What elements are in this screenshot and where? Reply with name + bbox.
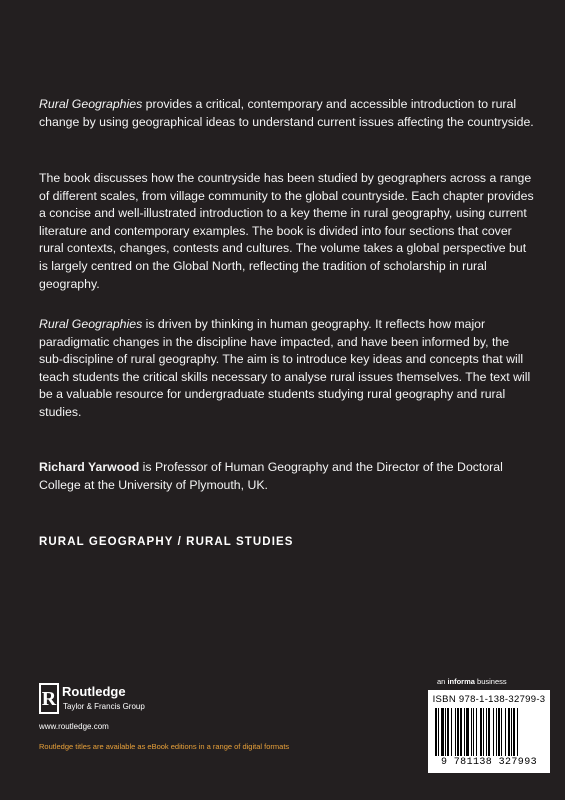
barcode-bar <box>513 708 515 756</box>
routledge-logo-icon <box>39 683 59 714</box>
publisher-name: Routledge <box>62 684 126 699</box>
ebook-note: Routledge titles are available as eBook editions in a range of digital formats <box>39 742 290 751</box>
barcode-bar <box>455 708 456 756</box>
book-title-italic: Rural Geographies <box>39 317 143 331</box>
informa-prefix: an <box>437 677 448 686</box>
barcode-bar <box>445 708 446 756</box>
barcode-icon <box>435 708 543 756</box>
author-bio-text: is Professor of Human Geography and the Director of the Doctoral College at the University of Plymouth, UK. <box>39 460 503 492</box>
author-name: Richard Yarwood <box>39 460 140 474</box>
informa-word: informa <box>447 677 475 686</box>
barcode-bar <box>508 708 510 756</box>
publisher-url[interactable]: www.routledge.com <box>39 722 109 731</box>
barcode-bar <box>483 708 484 756</box>
barcode-bar <box>438 708 439 756</box>
barcode-bar <box>486 708 487 756</box>
isbn-label: ISBN 978-1-138-32799-3 <box>432 694 546 705</box>
barcode-box <box>428 690 550 773</box>
barcode-bar <box>496 708 497 756</box>
informa-suffix: business <box>474 677 507 686</box>
paragraph-text: provides a critical, contemporary and accessible introduction to rural change by using geographical ideas to understand current issues affecting the countryside. <box>39 97 534 129</box>
barcode-bar <box>498 708 500 756</box>
barcode-bar <box>457 708 459 756</box>
barcode-bar <box>435 708 437 756</box>
author-bio <box>39 459 534 494</box>
barcode-bar <box>460 708 462 756</box>
barcode-bar <box>464 708 465 756</box>
barcode-bar <box>441 708 444 756</box>
barcode-bar <box>493 708 494 756</box>
barcode-bar <box>517 708 518 756</box>
ean-number: 9 781138 327993 <box>440 757 537 768</box>
barcode-bar <box>473 708 474 756</box>
barcode-bar <box>476 708 477 756</box>
book-title-italic: Rural Geographies <box>39 97 143 111</box>
svg-text:R: R <box>41 688 57 710</box>
barcode-bar <box>466 708 469 756</box>
barcode-bar <box>451 708 452 756</box>
subject-category: RURAL GEOGRAPHY / RURAL STUDIES <box>39 536 294 548</box>
publisher-group: Taylor & Francis Group <box>63 702 145 711</box>
barcode-bar <box>480 708 482 756</box>
description-paragraph-3 <box>39 316 534 422</box>
barcode-bar <box>471 708 472 756</box>
description-paragraph-2: The book discusses how the countryside has been studied by geographers across a range of different scales, from village community to the global countryside. Each chapter provides a concise and well-illustrated introduction to a key theme in rural geography, using current literature and contemporary examples. The book is divided into four sections that cover rural contexts, changes, contests and cultures. The volume takes a global perspective but is largely centred on the Global North, reflecting the tradition of scholarship in rural geography. <box>39 171 534 291</box>
paragraph-text: is driven by thinking in human geography. It reflects how major paradigmatic changes in the discipline have impacted, and have been informed by, the sub-discipline of rural geography. The aim is to introduce key ideas and concepts that will teach students the critical skills necessary to analyse rural issues themselves. The text will be a valuable resource for undergraduate students studying rural geography and rural studies. <box>39 317 531 419</box>
barcode-bar <box>511 708 512 756</box>
barcode-bar <box>447 708 449 756</box>
informa-business-label <box>437 677 507 686</box>
barcode-bar <box>488 708 490 756</box>
barcode-bar <box>505 708 506 756</box>
description-paragraph-1 <box>39 96 534 131</box>
barcode-bar <box>501 708 502 756</box>
